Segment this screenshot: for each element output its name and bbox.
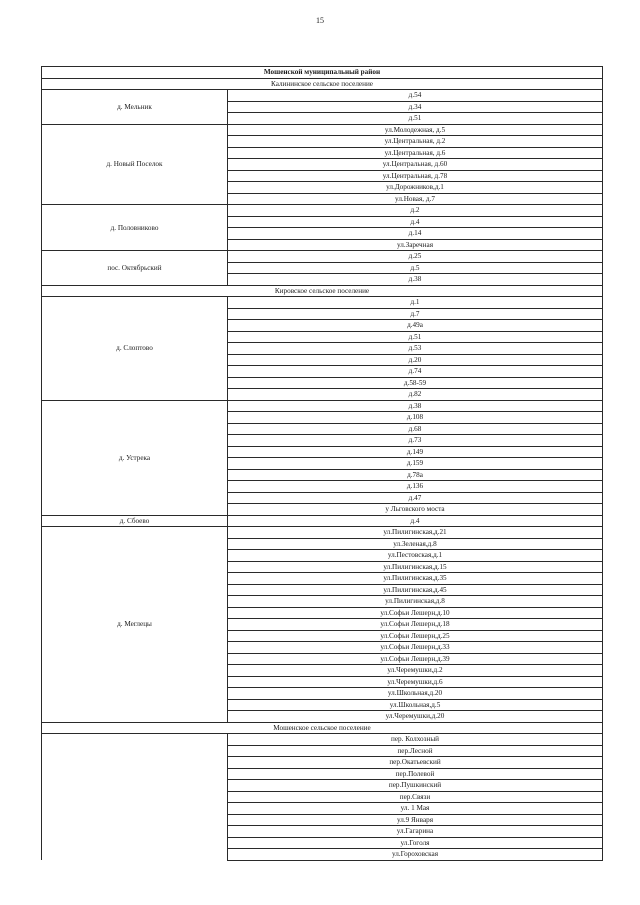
address-table [41,66,603,861]
address-cell: у Льговского моста [228,504,603,516]
address-cell: ул.Школьная,д.20 [228,688,603,700]
address-cell: ул.Центральная, д.6 [228,147,603,159]
address-cell: ул.Пилигинская,д.8 [228,596,603,608]
address-row [42,734,603,746]
address-row [42,527,603,539]
address-table-body [42,67,603,861]
address-cell: ул.Гагарина [228,826,603,838]
address-cell: ул.Черемушки,д.6 [228,676,603,688]
address-cell: ул.Софьи Лешерн,д.18 [228,619,603,631]
address-cell: ул.Пилигинская,д.45 [228,584,603,596]
settlement-name: д. Половниково [42,205,228,251]
address-cell: д.136 [228,481,603,493]
settlement-name: д. Меглецы [42,527,228,723]
address-cell: ул.Центральная, д.60 [228,159,603,171]
address-row [42,297,603,309]
address-cell: д.1 [228,297,603,309]
settlement-name: д. Сбоево [42,515,228,527]
settlement-name: д. Новый Поселок [42,124,228,205]
page-number: 15 [316,16,324,25]
address-cell: д.54 [228,90,603,102]
address-cell: д.14 [228,228,603,240]
settlement-name: д. Мельник [42,90,228,125]
address-cell: ул.9 Января [228,814,603,826]
address-cell: ул.Новая, д.7 [228,193,603,205]
address-cell: ул.Черемушки,д.2 [228,665,603,677]
address-cell: д.159 [228,458,603,470]
address-cell: ул.Пилигинская,д.21 [228,527,603,539]
settlement-name: д. Устрека [42,400,228,515]
address-cell: д.82 [228,389,603,401]
address-cell: ул.Школьная,д.5 [228,699,603,711]
address-cell: пер.Пушкинский [228,780,603,792]
address-cell: ул.Пестовская,д.1 [228,550,603,562]
address-row [42,515,603,527]
address-row [42,205,603,217]
address-cell: д.7 [228,308,603,320]
table-title: Мошенской муниципальный район [42,67,603,79]
address-cell: ул.Гоголя [228,837,603,849]
section-name: Калининское сельское поселение [42,78,603,90]
address-row [42,90,603,102]
address-cell: ул.Софьи Лешерн,д.33 [228,642,603,654]
section-name: Мошенское сельское поселение [42,722,603,734]
address-cell: ул.Черемушки,д.20 [228,711,603,723]
address-cell: д.4 [228,515,603,527]
address-cell: пер. Колхозный [228,734,603,746]
address-cell: д.49а [228,320,603,332]
address-cell: д.38 [228,274,603,286]
address-cell: ул.Софьи Лешерн,д.39 [228,653,603,665]
address-cell: д.149 [228,446,603,458]
address-cell: д.5 [228,262,603,274]
address-cell: д.47 [228,492,603,504]
address-cell: д.38 [228,400,603,412]
section-header-row [42,722,603,734]
address-cell: ул.Пилигинская,д.35 [228,573,603,585]
address-cell: д.4 [228,216,603,228]
address-cell: ул.Гороховская [228,849,603,861]
address-cell: пер.Полевой [228,768,603,780]
settlement-name [42,734,228,861]
address-cell: ул.Центральная, д.2 [228,136,603,148]
address-cell: д.58-59 [228,377,603,389]
address-cell: д.108 [228,412,603,424]
table-title-row [42,67,603,79]
settlement-name: д. Слоптово [42,297,228,401]
address-cell: пер.Лесной [228,745,603,757]
address-cell: пер.Окатьевский [228,757,603,769]
address-cell: д.73 [228,435,603,447]
address-row [42,400,603,412]
address-cell: ул.Пилигинская,д.15 [228,561,603,573]
section-header-row [42,78,603,90]
address-row [42,124,603,136]
address-cell: д.20 [228,354,603,366]
address-cell: ул.Молодежная, д.5 [228,124,603,136]
address-cell: пер.Связи [228,791,603,803]
address-cell: ул.Софьи Лешерн,д.25 [228,630,603,642]
address-cell: д.2 [228,205,603,217]
address-cell: д.51 [228,331,603,343]
section-name: Кировское сельское поселение [42,285,603,297]
settlement-name: пос. Октябрьский [42,251,228,286]
address-cell: д.78а [228,469,603,481]
address-cell: д.34 [228,101,603,113]
address-cell: д.68 [228,423,603,435]
section-header-row [42,285,603,297]
address-cell: ул.Софьи Лешерн,д.10 [228,607,603,619]
address-cell: ул. 1 Мая [228,803,603,815]
address-cell: ул.Зеленая,д.8 [228,538,603,550]
address-cell: д.51 [228,113,603,125]
address-cell: д.53 [228,343,603,355]
address-cell: ул.Центральная, д.78 [228,170,603,182]
address-row [42,251,603,263]
address-cell: ул.Дорожников,д.1 [228,182,603,194]
address-cell: ул.Заречная [228,239,603,251]
address-cell: д.25 [228,251,603,263]
address-cell: д.74 [228,366,603,378]
